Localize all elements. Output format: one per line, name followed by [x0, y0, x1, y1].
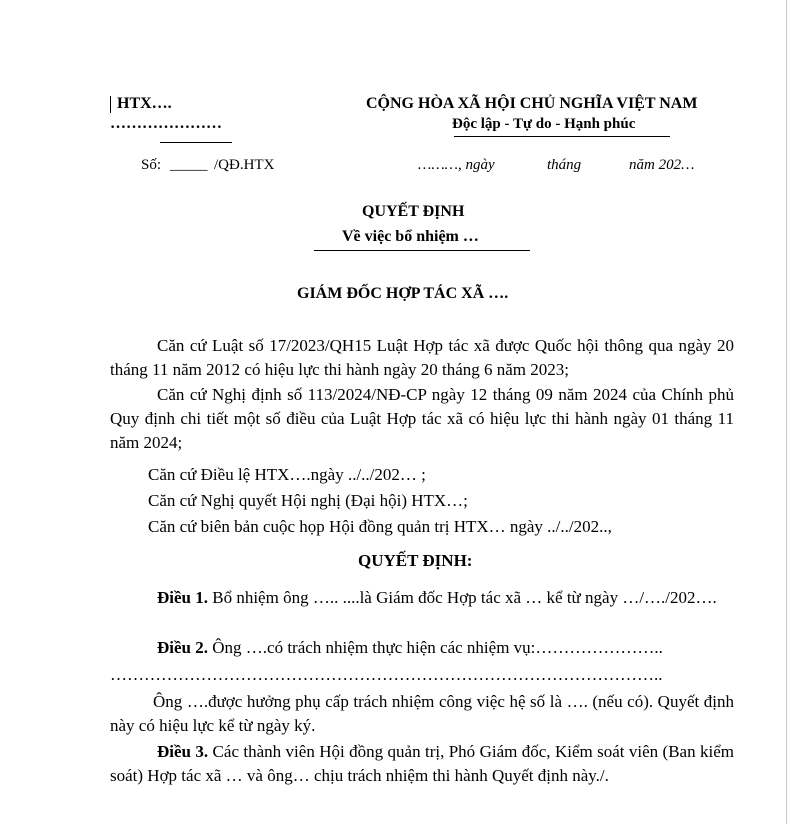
org-dots: …………………	[110, 115, 222, 132]
article-1	[110, 586, 734, 610]
issuing-authority: GIÁM ĐỐC HỢP TÁC XÃ ….	[297, 285, 509, 302]
cursor-bar	[110, 96, 111, 113]
article-1-label: Điều 1.	[157, 588, 208, 607]
number-suffix: /QĐ.HTX	[214, 157, 275, 173]
org-name: HTX….	[117, 95, 172, 112]
subtitle-underline	[314, 250, 530, 251]
article-2	[110, 636, 734, 660]
motto-underline	[454, 136, 670, 137]
document-subtitle: Về việc bổ nhiệm …	[342, 228, 479, 245]
basis-law: Căn cứ Luật số 17/2023/QH15 Luật Hợp tác xã được Quốc hội thông qua ngày 20 tháng 11 năm 2012 có hiệu lực thi hành ngày 20 tháng 6 năm 2023;	[110, 336, 734, 379]
basis-minutes: Căn cứ biên bản cuộc họp Hội đồng quản trị HTX… ngày ../../202..,	[148, 517, 612, 536]
document-title: QUYẾT ĐỊNH	[362, 203, 465, 220]
article-1-text: Bổ nhiệm ông ….. ....là Giám đốc Hợp tác xã … kể từ ngày …/…./202….	[208, 588, 717, 607]
page-edge-line	[786, 0, 787, 824]
number-blank: _____	[170, 157, 208, 173]
article-2-text: Ông ….có trách nhiệm thực hiện các nhiệm vụ:…………………..	[208, 638, 663, 657]
article-3	[110, 740, 734, 788]
article-2-label: Điều 2.	[157, 638, 208, 657]
number-label: Số:	[141, 157, 162, 173]
place-date: ………, ngày	[418, 157, 495, 173]
org-underline	[160, 142, 232, 143]
basis-charter: Căn cứ Điều lệ HTX….ngày ../../202… ;	[148, 465, 426, 484]
date-year: năm 202…	[629, 157, 695, 173]
nation-title: CỘNG HÒA XÃ HỘI CHỦ NGHĨA VIỆT NAM	[366, 95, 698, 112]
decision-heading: QUYẾT ĐỊNH:	[358, 551, 473, 570]
article-2-continuation: Ông ….được hưởng phụ cấp trách nhiệm công việc hệ số là …. (nếu có). Quyết định này có hiệu lực kể từ ngày ký.	[110, 692, 734, 735]
basis-resolution: Căn cứ Nghị quyết Hội nghị (Đại hội) HTX…;	[148, 491, 468, 510]
article-3-label: Điều 3.	[157, 742, 209, 761]
date-month: tháng	[547, 157, 582, 173]
motto: Độc lập - Tự do - Hạnh phúc	[452, 116, 636, 132]
basis-decree: Căn cứ Nghị định số 113/2024/NĐ-CP ngày 12 tháng 09 năm 2024 của Chính phủ Quy định chi tiết một số điều của Luật Hợp tác xã có hiệu lực thi hành ngày 01 tháng 11 năm 2024;	[110, 385, 734, 452]
article-3-text: Các thành viên Hội đồng quản trị, Phó Giám đốc, Kiểm soát viên (Ban kiểm soát) Hợp tác xã … và ông… chịu trách nhiệm thi hành Quyết định này./.	[110, 742, 734, 785]
article-2-dots: ……………………………………………………………………………………..	[110, 665, 663, 684]
